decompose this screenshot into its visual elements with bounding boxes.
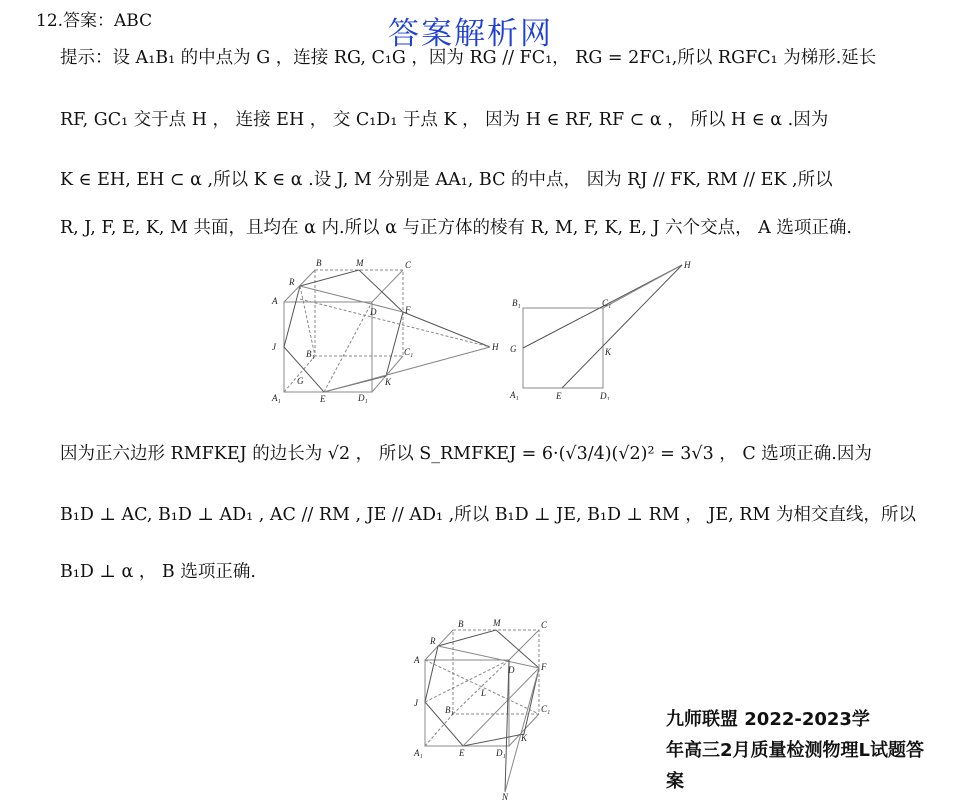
fig3-label: F: [541, 662, 547, 672]
face-diagram-figure: [506, 258, 696, 400]
fig3-label: E: [459, 748, 465, 758]
fig3-label: R: [430, 636, 436, 646]
solution-line-6: B₁D ⊥ AC, B₁D ⊥ AD₁ , AC // RM , JE // AD₁ ,所以 B₁D ⊥ JE, B₁D ⊥ RM ， JE, RM 为相交直线，所以: [60, 505, 916, 525]
footer-line-3: 案: [666, 771, 684, 792]
fig2-label: K: [605, 347, 612, 357]
fig2-label: B₁: [512, 298, 521, 308]
cube-section-figure: [268, 255, 514, 405]
fig2-label: A₁: [510, 390, 519, 400]
fig1-label: F: [405, 305, 411, 315]
fig1-label: R: [289, 277, 295, 287]
fig2-label: C₁: [602, 298, 612, 308]
fig3-label: L: [481, 688, 487, 698]
fig1-label: J: [272, 342, 276, 352]
fig3-label: A₁: [414, 748, 423, 758]
source-footer: [666, 704, 964, 797]
fig1-label: D₁: [358, 393, 368, 403]
site-watermark: 答案解析网: [388, 16, 553, 52]
fig2-label: H: [684, 260, 691, 270]
footer-line-2: 年高三2月质量检测物理L试题答: [666, 740, 924, 761]
fig3-label: D₁: [496, 748, 506, 758]
fig3-label: B: [458, 619, 464, 629]
fig1-label: C: [405, 260, 412, 270]
question-number: 12.答案：ABC: [36, 11, 153, 31]
fig1-label: M: [356, 258, 364, 268]
fig3-label: N: [502, 792, 509, 802]
fig1-label: H: [492, 342, 499, 352]
fig3-label: D: [508, 665, 515, 675]
fig1-label: A: [272, 296, 278, 306]
solution-line-3: K ∈ EH, EH ⊂ α ,所以 K ∈ α .设 J, M 分别是 AA₁, BC 的中点， 因为 RJ // FK, RM // EK ,所以: [60, 170, 833, 190]
fig1-label: D: [370, 307, 377, 317]
footer-line-1: 九师联盟 2022-2023学: [666, 709, 870, 730]
fig3-label: M: [493, 618, 501, 628]
solution-line-7: B₁D ⊥ α ， B 选项正确.: [60, 562, 256, 582]
fig3-label: C₁: [541, 704, 551, 714]
fig1-label: C₁: [404, 347, 414, 357]
solution-line-4: R, J, F, E, K, M 共面，且均在 α 内.所以 α 与正方体的棱有 R, M, F, K, E, J 六个交点， A 选项正确.: [60, 218, 852, 238]
fig3-label: J: [414, 698, 418, 708]
fig2-label: D₁: [600, 391, 610, 400]
fig1-label: G: [297, 376, 304, 386]
perpendicular-figure: [408, 616, 560, 802]
fig2-label: E: [556, 391, 562, 400]
fig1-label: K: [385, 377, 392, 387]
fig3-label: K: [521, 733, 528, 743]
fig3-label: A: [414, 655, 420, 665]
fig3-label: C: [541, 620, 548, 630]
fig1-label: B: [316, 258, 322, 268]
solution-line-5: 因为正六边形 RMFKEJ 的边长为 √2 ， 所以 S_RMFKEJ = 6·(√3/4)(√2)² = 3√3 ， C 选项正确.因为: [60, 444, 872, 464]
solution-line-1: 提示：设 A₁B₁ 的中点为 G ，连接 RG, C₁G ，因为 RG // FC₁， RG = 2FC₁,所以 RGFC₁ 为梯形.延长: [60, 48, 877, 68]
solution-line-2: RF, GC₁ 交于点 H ， 连接 EH ， 交 C₁D₁ 于点 K ， 因为 H ∈ RF, RF ⊂ α ， 所以 H ∈ α .因为: [60, 110, 829, 130]
fig1-label: A₁: [272, 393, 281, 403]
fig3-label: B₁: [445, 705, 454, 715]
fig1-label: E: [320, 394, 326, 404]
fig1-label: B₁: [306, 349, 315, 359]
fig2-label: G: [510, 344, 517, 354]
